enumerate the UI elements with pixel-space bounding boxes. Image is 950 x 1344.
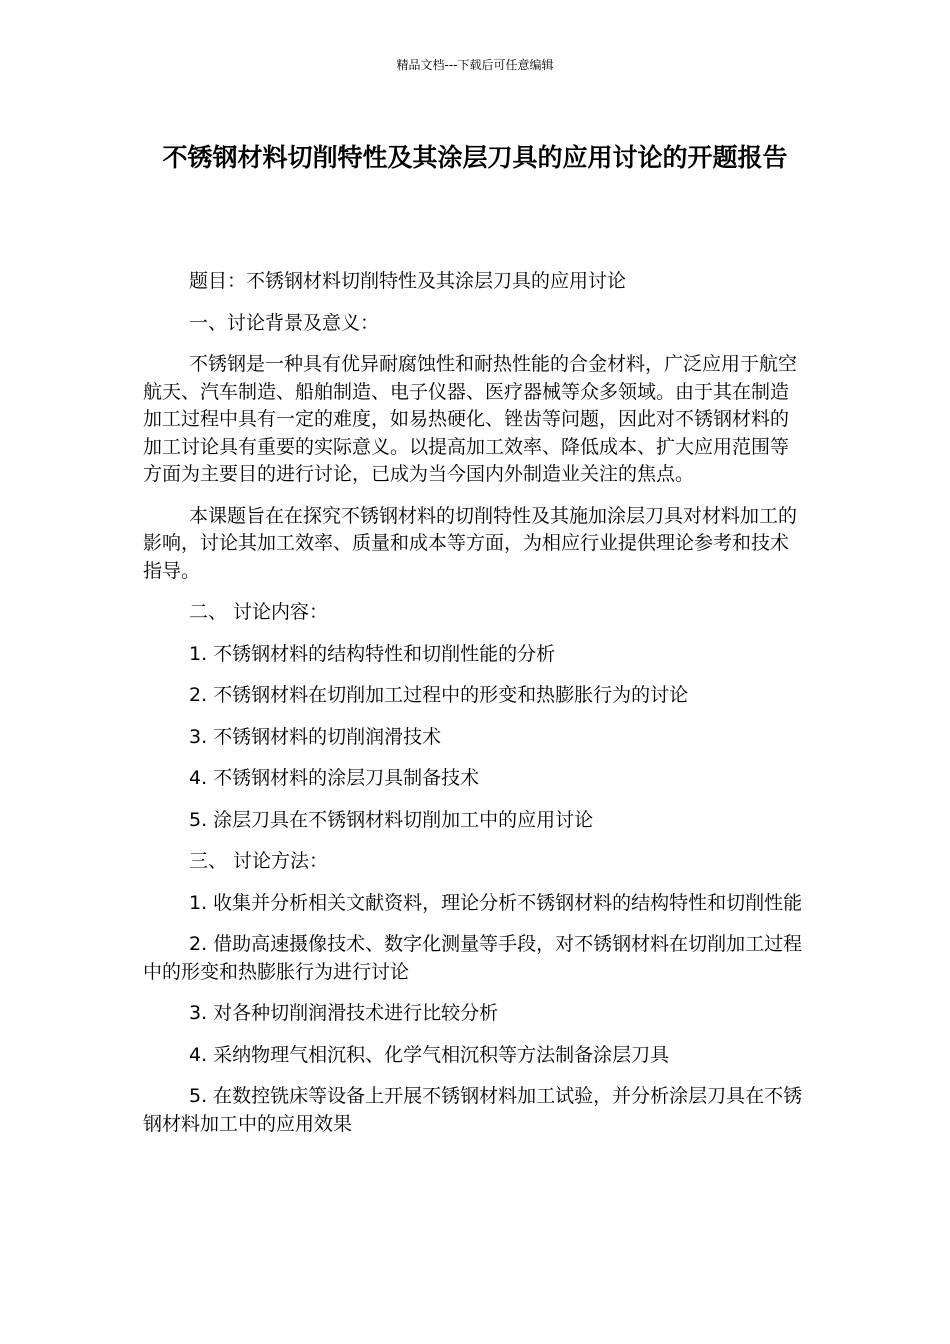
content-item-3: 3. 不锈钢材料的切削润滑技术 — [189, 725, 442, 748]
method-item-2: 2. 借助高速摄像技术、数字化测量等手段，对不锈钢材料在切削加工过程中的形变和热膨胀行为进行讨论 — [143, 933, 803, 983]
method-item-3: 3. 对各种切削润滑技术进行比较分析 — [189, 1002, 499, 1024]
background-paragraph: 不锈钢是一种具有优异耐腐蚀性和耐热性能的合金材料，广泛应用于航空航天、汽车制造、船舶制造、电子仪器、医疗器械等众多领域。由于其在制造加工过程中具有一定的难度，如易热硬化、锉齿等问题，因此对不锈钢材料的加工讨论具有重要的实际意义。以提高加工效率、降低成本、扩大应用范围等方面为主要目的进行讨论，已成为当今国内外制造业关注的焦点。 — [143, 353, 798, 485]
topic-line: 题目：不锈钢材料切削特性及其涂层刀具的应用讨论 — [189, 270, 627, 292]
section-heading-method: 三、 讨论方法： — [189, 850, 329, 872]
method-item-1: 1. 收集并分析相关文献资料，理论分析不锈钢材料的结构特性和切削性能 — [189, 891, 803, 914]
content-item-1: 1. 不锈钢材料的结构特性和切削性能的分析 — [189, 642, 556, 665]
content-item-2: 2. 不锈钢材料在切削加工过程中的形变和热膨胀行为的讨论 — [189, 684, 689, 706]
document-body — [143, 268, 803, 1152]
content-item-5: 5. 涂层刀具在不锈钢材料切削加工中的应用讨论 — [189, 808, 594, 831]
purpose-paragraph: 本课题旨在在探究不锈钢材料的切削特性及其施加涂层刀具对材料加工的影响，讨论其加工效率、质量和成本等方面，为相应行业提供理论参考和技术指导。 — [143, 504, 798, 582]
content-item-4: 4. 不锈钢材料的涂层刀具制备技术 — [189, 767, 480, 789]
method-item-5: 5. 在数控铣床等设备上开展不锈钢材料加工试验，并分析涂层刀具在不锈钢材料加工中的应用效果 — [143, 1085, 803, 1135]
method-item-4: 4. 采纳物理气相沉积、化学气相沉积等方法制备涂层刀具 — [189, 1043, 670, 1066]
section-heading-content: 二、 讨论内容： — [189, 601, 329, 623]
section-heading-background: 一、讨论背景及意义： — [189, 311, 380, 334]
page-header-note: 精品文档---下载后可任意编辑 — [396, 58, 554, 72]
document-title: 不锈钢材料切削特性及其涂层刀具的应用讨论的开题报告 — [162, 143, 788, 172]
